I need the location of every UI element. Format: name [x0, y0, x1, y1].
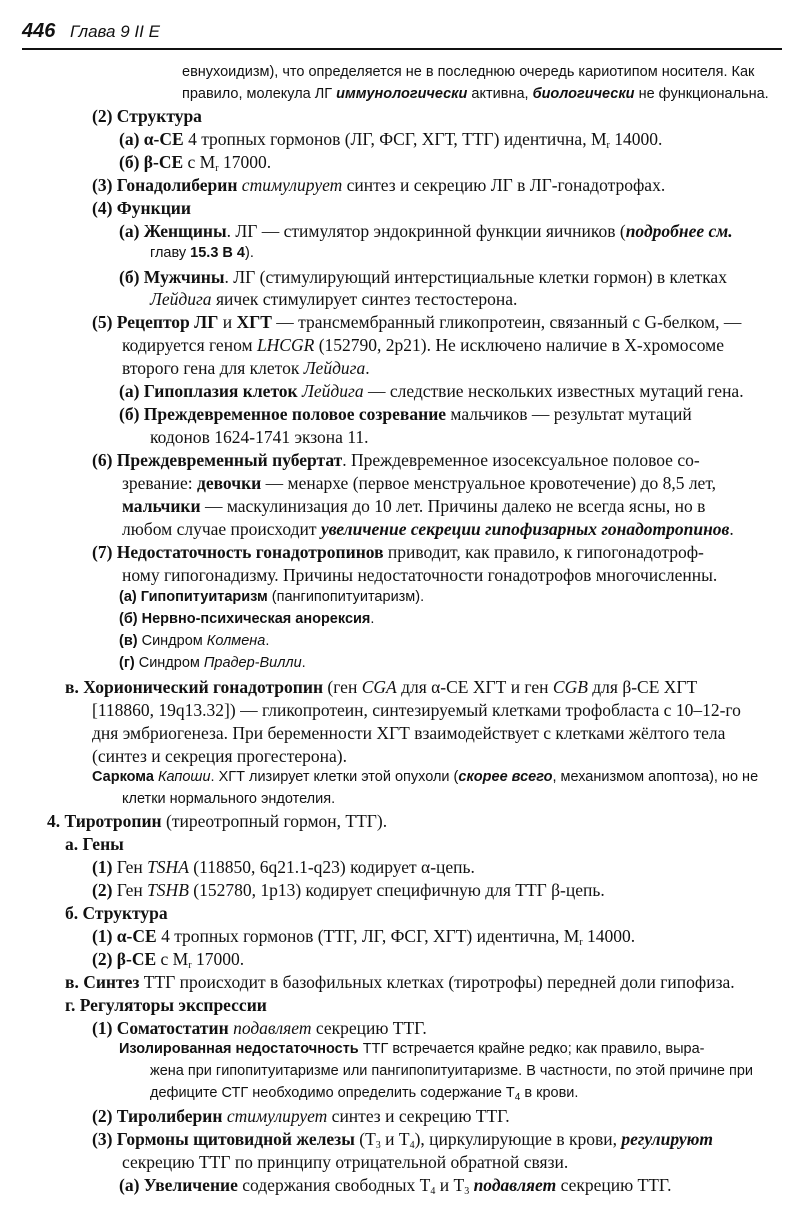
text-line: клетки нормального эндотелия. — [122, 791, 336, 807]
text-line: кодонов 1624-1741 экзона 11. — [150, 427, 369, 447]
text-line: (синтез и секреция прогестерона). — [92, 746, 347, 766]
text-line: (1) α-СЕ 4 тропных гормонов (ТТГ, ЛГ, ФСГ, ХГТ) идентична, $М_r$ 14000. — [92, 926, 636, 948]
text-line: (4) Функции — [92, 198, 191, 218]
text-line: (б) Преждевременное половое созревание мальчиков — результат мутаций — [119, 404, 692, 424]
running-header — [22, 8, 782, 50]
text-line: евнухоидизм), что определяется не в последнюю очередь кариотипом носителя. Как — [182, 64, 755, 80]
text-line: (3) Гормоны щитовидной железы ($Т_3$ и $Т_4$), циркулирующие в крови, регулируют — [92, 1129, 714, 1151]
text-line: (2) Ген TSHB (152780, 1p13) кодирует специфичную для ТТГ β-цепь. — [92, 880, 605, 900]
text-line: [118860, 19q13.32]) — гликопротеин, синтезируемый клетками трофобласта с 10–12-го — [92, 700, 741, 720]
text-line: (7) Недостаточность гонадотропинов приводит, как правило, к гипогонадотроф- — [92, 542, 704, 562]
text-line: жена при гипопитуитаризме или пангипопитуитаризме. В частности, по этой причине при — [150, 1063, 754, 1079]
text-line: (а) Гипопитуитаризм (пангипопитуитаризм). — [119, 589, 425, 605]
text-line: второго гена для клеток Лейдига. — [122, 358, 370, 378]
text-line: Изолированная недостаточность ТТГ встречается крайне редко; как правило, выра- — [119, 1041, 705, 1057]
text-line: 4. Тиротропин (тиреотропный гормон, ТТГ). — [47, 811, 388, 831]
text-line: г. Регуляторы экспрессии — [65, 995, 267, 1015]
text-line: в. Синтез ТТГ происходит в базофильных клетках (тиротрофы) передней доли гипофиза. — [65, 972, 735, 992]
text-line: (1) Ген TSHA (118850, 6q21.1-q23) кодирует α-цепь. — [92, 857, 475, 877]
text-line: (б) Нервно-психическая анорексия. — [119, 611, 375, 627]
text-line: (а) Гипоплазия клеток Лейдига — следствие нескольких известных мутаций гена. — [119, 381, 744, 401]
text-line: (1) Соматостатин подавляет секрецию ТТГ. — [92, 1018, 427, 1038]
text-line: (а) α-СЕ 4 тропных гормонов (ЛГ, ФСГ, ХГТ, ТТГ) идентична, $М_r$ 14000. — [119, 129, 663, 151]
text-line: в. Хорионический гонадотропин (ген CGA для α-СЕ ХГТ и ген CGB для β-СЕ ХГТ — [65, 677, 698, 697]
text-line: зревание: девочки — менархе (первое менструальное кровотечение) до 8,5 лет, — [122, 473, 717, 493]
text-line: (6) Преждевременный пубертат. Преждевременное изосексуальное половое со- — [92, 450, 700, 470]
text-line: дня эмбриогенеза. При беременности ХГТ взаимодействует с клетками жёлтого тела — [92, 723, 726, 743]
text-line: (б) Мужчины. ЛГ (стимулирующий интерстициальные клетки гормон) в клетках — [119, 267, 727, 287]
text-line: а. Гены — [65, 834, 124, 854]
text-line: (в) Синдром Колмена. — [119, 633, 270, 649]
text-line: (5) Рецептор ЛГ и ХГТ — трансмембранный гликопротеин, связанный с G-белком, — — [92, 312, 742, 332]
text-line: кодируется геном LHCGR (152790, 2p21). Не исключено наличие в Х-хромосоме — [122, 335, 724, 355]
text-line: ному гипогонадизму. Причины недостаточности гонадотрофов многочисленны. — [122, 565, 718, 585]
text-line: Саркома Капоши. ХГТ лизирует клетки этой опухоли (скорее всего, механизмом апоптоза), но не — [92, 769, 759, 785]
text-line: б. Структура — [65, 903, 168, 923]
chapter-label: Глава 9 II E — [70, 22, 160, 41]
text-line: секрецию ТТГ по принципу отрицательной обратной связи. — [122, 1152, 569, 1172]
text-line: (2) Тиролиберин стимулирует синтез и секрецию ТТГ. — [92, 1106, 510, 1126]
text-line: правило, молекула ЛГ иммунологически активна, биологически не функциональна. — [182, 86, 769, 102]
text-line: мальчики — маскулинизация до 10 лет. Причины далеко не всегда ясны, но в — [122, 496, 706, 516]
text-line: (2) Структура — [92, 106, 202, 126]
text-line: дефиците СТГ необходимо определить содержание $Т_4$ в крови. — [150, 1085, 579, 1103]
text-line: Лейдига яичек стимулирует синтез тестостерона. — [150, 289, 518, 309]
page-number: 446 — [22, 20, 56, 42]
text-line: главу 15.3 В 4). — [150, 245, 254, 261]
text-line: (2) β-СЕ с $М_r$ 17000. — [92, 949, 245, 971]
text-line: (а) Увеличение содержания свободных $Т_4$ и $Т_3$ подавляет секрецию ТТГ. — [119, 1175, 672, 1197]
text-line: (г) Синдром Прадер-Вилли. — [119, 655, 306, 671]
text-line: (а) Женщины. ЛГ — стимулятор эндокринной функции яичников (подробнее см. — [119, 221, 733, 241]
text-line: (б) β-СЕ с $М_r$ 17000. — [119, 152, 272, 174]
text-line: любом случае происходит увеличение секреции гипофизарных гонадотропинов. — [122, 519, 734, 539]
text-line: (3) Гонадолиберин стимулирует синтез и секрецию ЛГ в ЛГ-гонадотрофах. — [92, 175, 666, 195]
